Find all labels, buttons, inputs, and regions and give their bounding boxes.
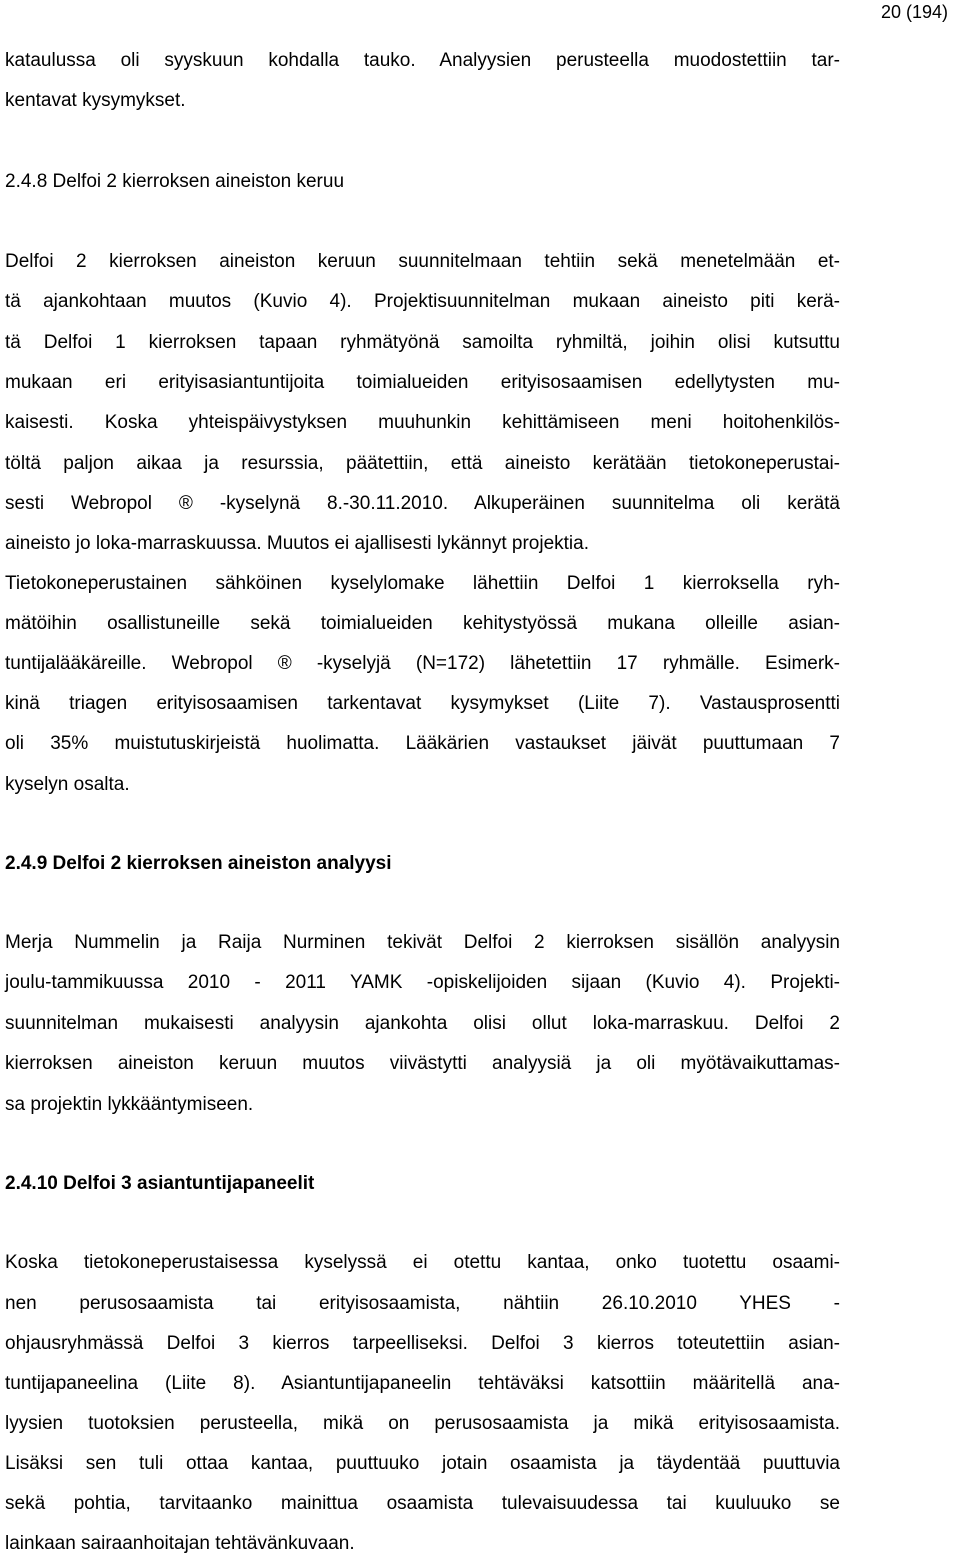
body-line: kierroksen aineiston keruun muutos viivästytti analyysiä ja oli myötävaikuttamas- [5, 1053, 840, 1074]
section-heading: 2.4.10 Delfoi 3 asiantuntijapaneelit [5, 1173, 315, 1194]
body-line: sesti Webropol ® -kyselynä 8.-30.11.2010. Alkuperäinen suunnitelma oli kerätä [5, 493, 840, 514]
page-number: 20 (194) [880, 2, 948, 22]
body-line: Koska tietokoneperustaisessa kyselyssä ei otettu kantaa, onko tuotettu osaami- [5, 1252, 840, 1273]
body-line: mätöihin osallistuneille sekä toimialueiden kehitystyössä mukana olleille asian- [5, 613, 840, 634]
body-line: lainkaan sairaanhoitajan tehtävänkuvaan. [5, 1533, 355, 1554]
intro-line: kataulussa oli syyskuun kohdalla tauko. Analyysien perusteella muodostettiin tar- [5, 50, 840, 71]
body-line: tuntijapaneelina (Liite 8). Asiantuntijapaneelin tehtäväksi katsottiin määritellä ana- [5, 1373, 840, 1394]
body-line: sekä pohtia, tarvitaanko mainittua osaamista tulevaisuudessa tai kuuluuko se [5, 1493, 840, 1514]
body-line: Tietokoneperustainen sähköinen kyselylomake lähettiin Delfoi 1 kierroksella ryh- [5, 573, 840, 594]
body-line: Delfoi 2 kierroksen aineiston keruun suunnitelmaan tehtiin sekä menetelmään et- [5, 251, 840, 272]
body-line: aineisto jo loka-marraskuussa. Muutos ei ajallisesti lykännyt projektia. [5, 533, 589, 554]
body-line: Lisäksi sen tuli ottaa kantaa, puuttuuko jotain osaamista ja täydentää puuttuvia [5, 1453, 840, 1474]
body-line: nen perusosaamista tai erityisosaamista, nähtiin 26.10.2010 YHES - [5, 1293, 840, 1314]
body-line: kaisesti. Koska yhteispäivystyksen muuhunkin kehittämiseen meni hoitohenkilös- [5, 412, 840, 433]
intro-line: kentavat kysymykset. [5, 90, 186, 111]
body-line: kyselyn osalta. [5, 774, 130, 795]
body-line: tä ajankohtaan muutos (Kuvio 4). Projektisuunnitelman mukaan aineisto piti kerä- [5, 291, 840, 312]
body-line: joulu-tammikuussa 2010 - 2011 YAMK -opiskelijoiden sijaan (Kuvio 4). Projekti- [5, 972, 840, 993]
body-line: sa projektin lykkääntymiseen. [5, 1094, 254, 1115]
body-line: mukaan eri erityisasiantuntijoita toimialueiden erityisosaamisen edellytysten mu- [5, 372, 840, 393]
body-line: Merja Nummelin ja Raija Nurminen tekivät Delfoi 2 kierroksen sisällön analyysin [5, 932, 840, 953]
body-line: suunnitelman mukaisesti analyysin ajankohta olisi ollut loka-marraskuu. Delfoi 2 [5, 1013, 840, 1034]
body-line: töltä paljon aikaa ja resurssia, päätettiin, että aineisto kerätään tietokoneperustai- [5, 453, 840, 474]
body-line: oli 35% muistutuskirjeistä huolimatta. Lääkärien vastaukset jäivät puuttumaan 7 [5, 733, 840, 754]
section-heading: 2.4.9 Delfoi 2 kierroksen aineiston analyysi [5, 853, 392, 874]
section-heading: 2.4.8 Delfoi 2 kierroksen aineiston keruu [5, 171, 345, 192]
body-line: ohjausryhmässä Delfoi 3 kierros tarpeelliseksi. Delfoi 3 kierros toteutettiin asian- [5, 1333, 840, 1354]
body-line: kinä triagen erityisosaamisen tarkentavat kysymykset (Liite 7). Vastausprosentti [5, 693, 840, 714]
body-line: tä Delfoi 1 kierroksen tapaan ryhmätyönä samoilta ryhmiltä, joihin olisi kutsuttu [5, 332, 840, 353]
body-line: lyysien tuotoksien perusteella, mikä on perusosaamista ja mikä erityisosaamista. [5, 1413, 840, 1434]
body-line: tuntijalääkäreille. Webropol ® -kyselyjä (N=172) lähetettiin 17 ryhmälle. Esimerk- [5, 653, 840, 674]
